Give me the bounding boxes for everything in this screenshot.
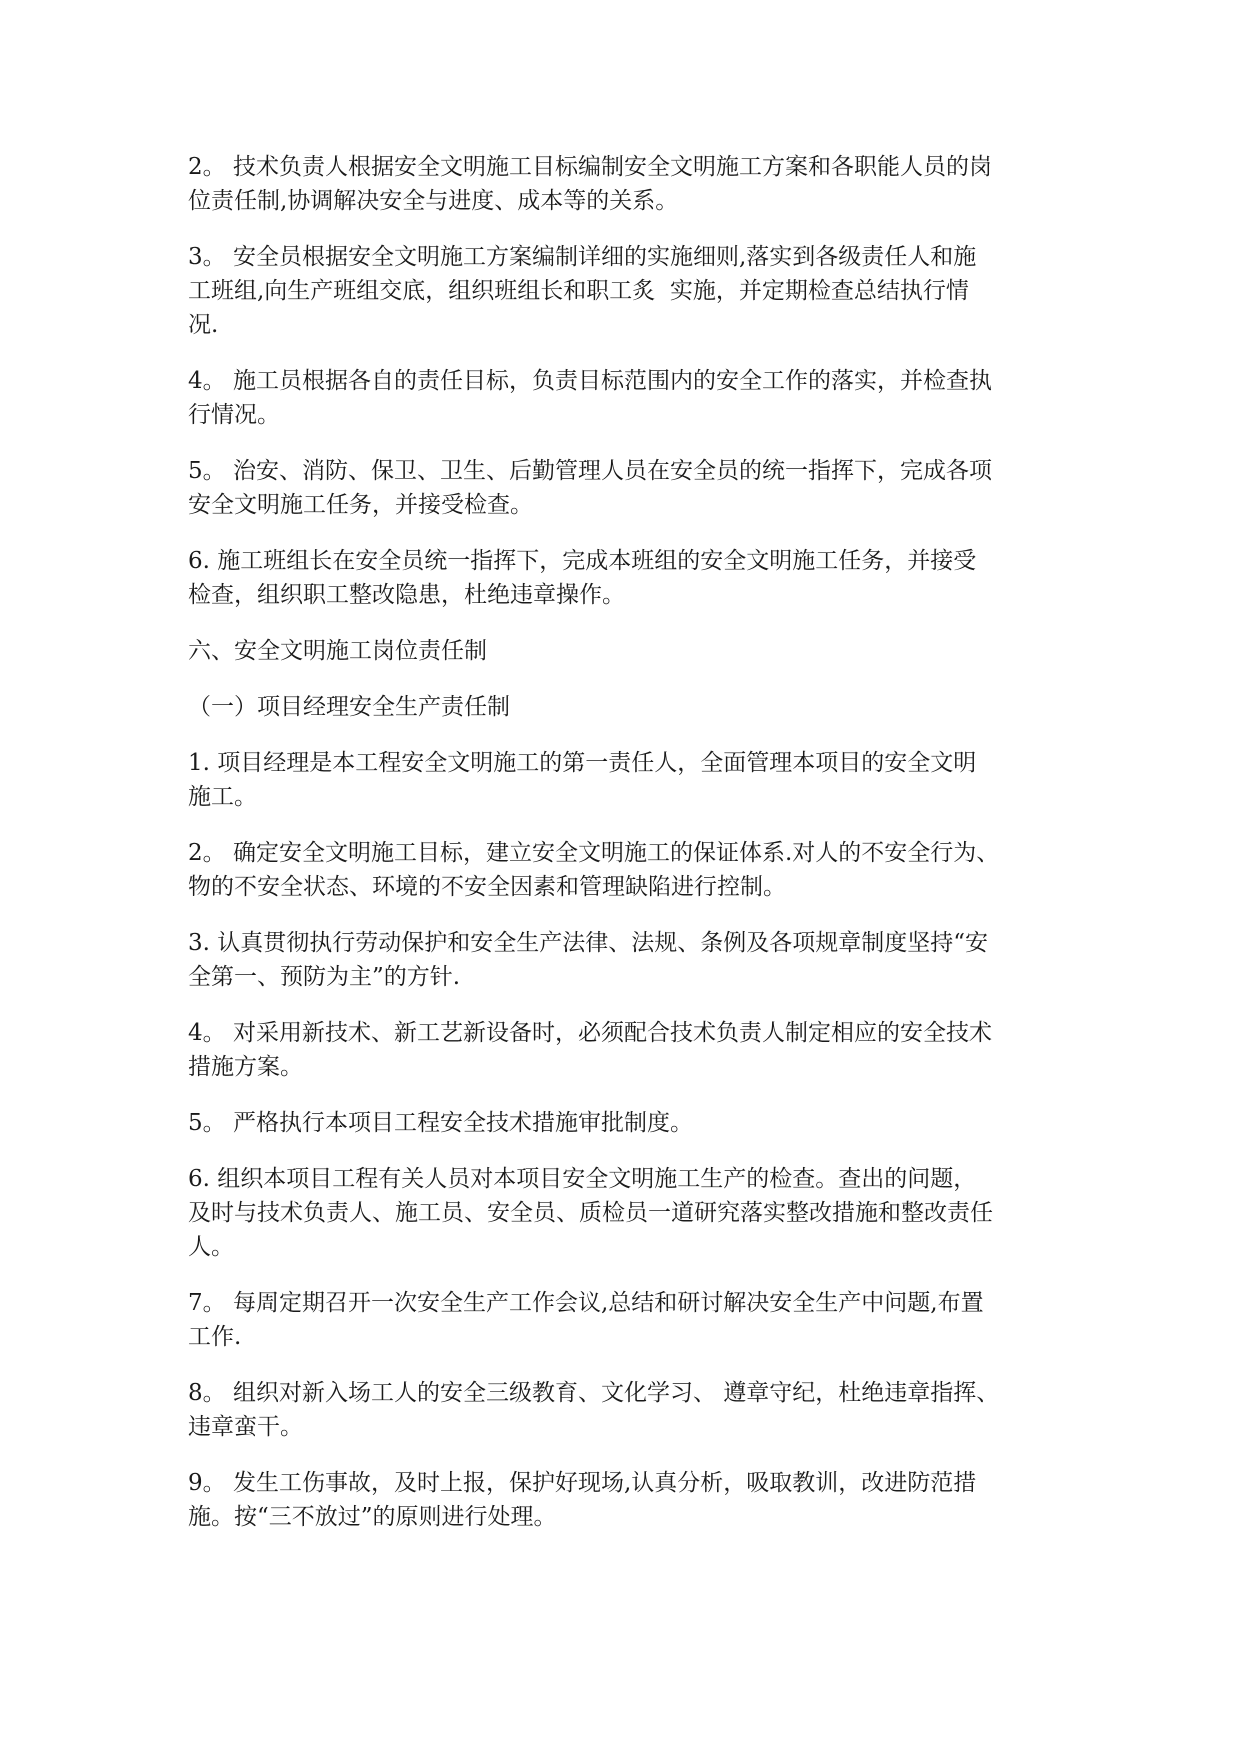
paragraph-line: 措施方案。	[188, 1054, 303, 1080]
paragraph-line: 施工。	[188, 784, 257, 810]
paragraph	[188, 836, 1053, 904]
paragraph-line: 4。 对采用新技术、新工艺新设备时，必须配合技术负责人制定相应的安全技术	[188, 1020, 992, 1046]
document-body	[188, 150, 1053, 1556]
paragraph	[188, 690, 1053, 724]
paragraph-line: 2。 技术负责人根据安全文明施工目标编制安全文明施工方案和各职能人员的岗	[188, 154, 992, 180]
paragraph	[188, 634, 1053, 668]
paragraph	[188, 1162, 1053, 1264]
paragraph-line: 3. 认真贯彻执行劳动保护和安全生产法律、法规、条例及各项规章制度坚持“安	[188, 930, 989, 956]
paragraph-line: 六、安全文明施工岗位责任制	[188, 638, 487, 664]
paragraph-line: 工作.	[188, 1324, 242, 1350]
paragraph-line: 6. 组织本项目工程有关人员对本项目安全文明施工生产的检查。查出的问题，	[188, 1166, 977, 1192]
paragraph	[188, 926, 1053, 994]
paragraph	[188, 1376, 1053, 1444]
paragraph	[188, 1016, 1053, 1084]
paragraph	[188, 364, 1053, 432]
paragraph-line: 违章蛮干。	[188, 1414, 303, 1440]
paragraph	[188, 1106, 1053, 1140]
paragraph-line: 2。 确定安全文明施工目标，建立安全文明施工的保证体系.对人的不安全行为、	[188, 840, 1000, 866]
paragraph-line: 况.	[188, 312, 219, 338]
paragraph	[188, 1466, 1053, 1534]
paragraph-line: 4。 施工员根据各自的责任目标，负责目标范围内的安全工作的落实，并检查执	[188, 368, 992, 394]
paragraph-line: 8。 组织对新入场工人的安全三级教育、文化学习、 遵章守纪，杜绝违章指挥、	[188, 1380, 1000, 1406]
paragraph-line: 位责任制,协调解决安全与进度、成本等的关系。	[188, 188, 679, 214]
paragraph-line: 物的不安全状态、环境的不安全因素和管理缺陷进行控制。	[188, 874, 786, 900]
paragraph-line: 3。 安全员根据安全文明施工方案编制详细的实施细则,落实到各级责任人和施	[188, 244, 977, 270]
paragraph-line: 工班组,向生产班组交底，组织班组长和职工炙 实施，并定期检查总结执行情	[188, 278, 969, 304]
paragraph	[188, 746, 1053, 814]
paragraph-line: 5。 严格执行本项目工程安全技术措施审批制度。	[188, 1110, 693, 1136]
paragraph-line: 检查，组织职工整改隐患，杜绝违章操作。	[188, 582, 625, 608]
paragraph	[188, 150, 1053, 218]
paragraph	[188, 1286, 1053, 1354]
paragraph	[188, 544, 1053, 612]
paragraph-line: 7。 每周定期召开一次安全生产工作会议,总结和研讨解决安全生产中问题,布置	[188, 1290, 984, 1316]
paragraph	[188, 454, 1053, 522]
paragraph-line: 6. 施工班组长在安全员统一指挥下，完成本班组的安全文明施工任务，并接受	[188, 548, 977, 574]
paragraph-line: 9。 发生工伤事故，及时上报，保护好现场,认真分析，吸取教训，改进防范措	[188, 1470, 977, 1496]
paragraph-line: 安全文明施工任务，并接受检查。	[188, 492, 533, 518]
paragraph-line: 全第一、预防为主”的方针.	[188, 964, 461, 990]
paragraph-line: 行情况。	[188, 402, 280, 428]
paragraph-line: 及时与技术负责人、施工员、安全员、质检员一道研究落实整改措施和整改责任	[188, 1200, 993, 1226]
paragraph-line: 1. 项目经理是本工程安全文明施工的第一责任人，全面管理本项目的安全文明	[188, 750, 977, 776]
paragraph	[188, 240, 1053, 342]
paragraph-line: （一）项目经理安全生产责任制	[188, 694, 510, 720]
paragraph-line: 施。按“三不放过”的原则进行处理。	[188, 1504, 557, 1530]
paragraph-line: 人。	[188, 1234, 234, 1260]
paragraph-line: 5。 治安、消防、保卫、卫生、后勤管理人员在安全员的统一指挥下，完成各项	[188, 458, 992, 484]
